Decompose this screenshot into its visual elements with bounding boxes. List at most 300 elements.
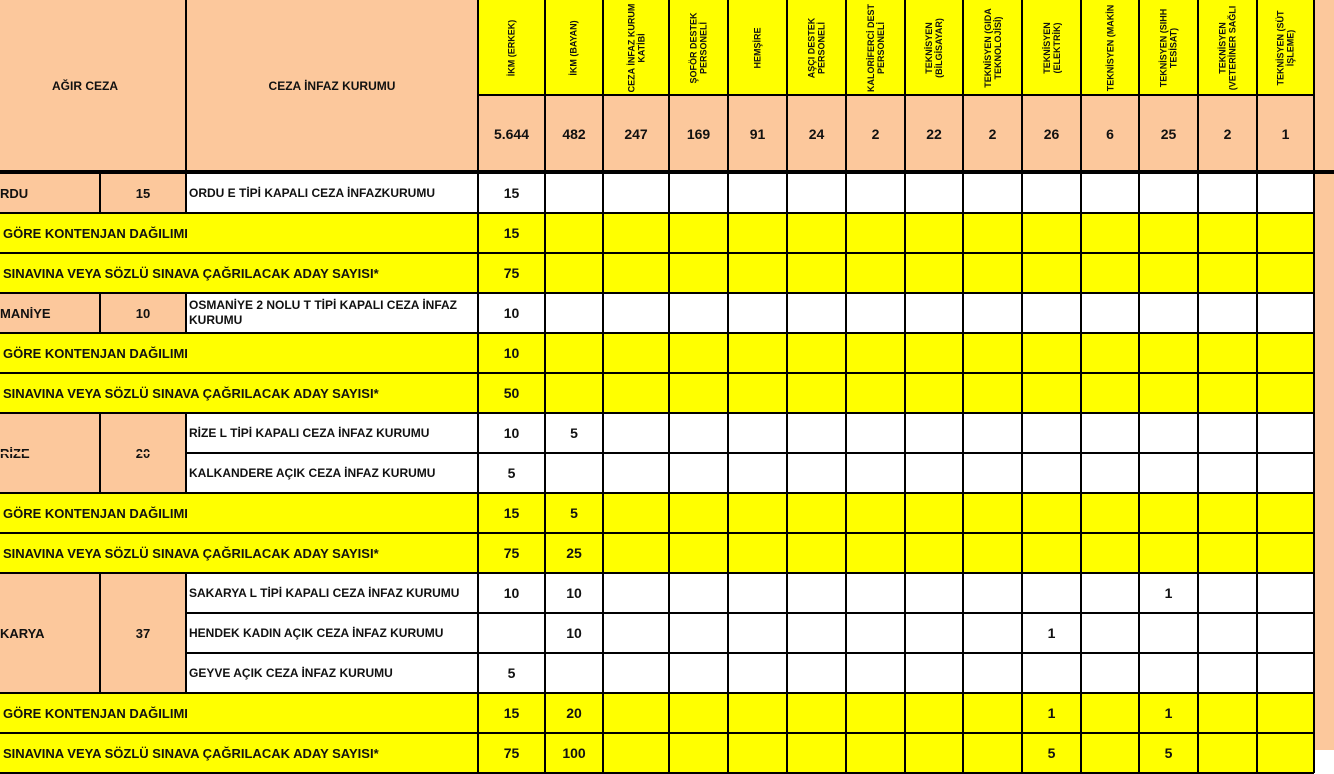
value-cell[interactable] bbox=[1139, 493, 1198, 533]
value-cell[interactable] bbox=[603, 573, 669, 613]
value-cell[interactable] bbox=[728, 173, 787, 213]
column-header-label: TEKNİSYEN (SIHH TESİSAT) bbox=[1158, 8, 1179, 87]
value-cell[interactable] bbox=[787, 253, 846, 293]
value-cell[interactable] bbox=[963, 173, 1022, 213]
value-cell[interactable] bbox=[1081, 333, 1139, 373]
value-cell[interactable] bbox=[669, 493, 728, 533]
value-cell[interactable] bbox=[1198, 213, 1257, 253]
value-cell[interactable] bbox=[1198, 693, 1257, 733]
value-cell[interactable] bbox=[1139, 213, 1198, 253]
value-cell[interactable] bbox=[787, 533, 846, 573]
value-cell[interactable] bbox=[1081, 653, 1139, 693]
value-cell[interactable] bbox=[478, 413, 545, 453]
value-cell[interactable] bbox=[1257, 253, 1314, 293]
grid-line bbox=[1021, 373, 1023, 413]
value-cell[interactable] bbox=[478, 213, 545, 253]
grid-line bbox=[845, 173, 847, 213]
grid-line bbox=[727, 173, 729, 213]
value-cell[interactable] bbox=[669, 293, 728, 333]
value-cell[interactable] bbox=[846, 453, 905, 493]
value-cell[interactable] bbox=[1257, 613, 1314, 653]
value-cell[interactable] bbox=[963, 613, 1022, 653]
value-cell[interactable] bbox=[905, 333, 963, 373]
value-cell[interactable] bbox=[1022, 453, 1081, 493]
grid-line bbox=[477, 493, 479, 533]
grid-line bbox=[1313, 0, 1315, 172]
column-header-label: İKM (ERKEK) bbox=[506, 19, 517, 76]
value-cell[interactable] bbox=[846, 373, 905, 413]
column-total bbox=[787, 95, 846, 172]
value-cell[interactable] bbox=[545, 333, 603, 373]
value-cell[interactable] bbox=[603, 213, 669, 253]
value-cell[interactable] bbox=[846, 493, 905, 533]
value-cell[interactable] bbox=[905, 613, 963, 653]
institution-name bbox=[186, 453, 478, 493]
value-cell[interactable] bbox=[728, 613, 787, 653]
grid-line bbox=[786, 733, 788, 773]
value-cell[interactable] bbox=[1022, 493, 1081, 533]
value-cell[interactable] bbox=[669, 173, 728, 213]
grid-line bbox=[0, 732, 1314, 734]
value-cell[interactable] bbox=[728, 573, 787, 613]
value-cell[interactable] bbox=[478, 733, 545, 773]
value-cell[interactable] bbox=[846, 653, 905, 693]
grid-line bbox=[1138, 333, 1140, 373]
city-name: RDU bbox=[0, 185, 29, 201]
grid-line bbox=[1313, 373, 1315, 413]
summary-label-text: GÖRE KONTENJAN DAĞILIMI bbox=[3, 505, 188, 521]
value-cell[interactable] bbox=[603, 533, 669, 573]
value-cell[interactable] bbox=[1022, 733, 1081, 773]
value-cell[interactable] bbox=[603, 253, 669, 293]
institution-name bbox=[186, 413, 478, 453]
value-cell[interactable] bbox=[963, 413, 1022, 453]
grid-line bbox=[1080, 373, 1082, 413]
value-cell[interactable] bbox=[728, 733, 787, 773]
value-cell[interactable] bbox=[1139, 293, 1198, 333]
value-cell[interactable] bbox=[478, 693, 545, 733]
value-cell[interactable] bbox=[787, 413, 846, 453]
value-cell[interactable] bbox=[963, 333, 1022, 373]
value-cell[interactable] bbox=[603, 453, 669, 493]
value-cell[interactable] bbox=[603, 613, 669, 653]
value-cell[interactable] bbox=[478, 333, 545, 373]
value-cell[interactable] bbox=[545, 693, 603, 733]
grid-line bbox=[904, 333, 906, 373]
value-cell[interactable] bbox=[1022, 293, 1081, 333]
value-cell[interactable] bbox=[669, 453, 728, 493]
value-cell[interactable] bbox=[478, 453, 545, 493]
value-cell[interactable] bbox=[728, 493, 787, 533]
value-cell[interactable] bbox=[545, 413, 603, 453]
value-cell[interactable] bbox=[669, 573, 728, 613]
value-cell[interactable] bbox=[1257, 573, 1314, 613]
value-cell[interactable] bbox=[905, 373, 963, 413]
value-cell[interactable] bbox=[478, 573, 545, 613]
value-cell[interactable] bbox=[905, 413, 963, 453]
value-cell[interactable] bbox=[1257, 693, 1314, 733]
grid-line bbox=[786, 693, 788, 733]
value-cell[interactable] bbox=[1257, 213, 1314, 253]
value-cell[interactable] bbox=[963, 373, 1022, 413]
value-cell[interactable] bbox=[1022, 173, 1081, 213]
value-cell[interactable] bbox=[963, 493, 1022, 533]
city-name: MANİYE bbox=[0, 305, 51, 321]
value-cell[interactable] bbox=[1139, 413, 1198, 453]
value-cell[interactable] bbox=[1198, 293, 1257, 333]
grid-line bbox=[1080, 253, 1082, 293]
institution-name-text: KALKANDERE AÇIK CEZA İNFAZ KURUMU bbox=[189, 465, 436, 480]
value-cell[interactable] bbox=[1139, 613, 1198, 653]
value-cell[interactable] bbox=[669, 413, 728, 453]
merge-mask bbox=[101, 452, 185, 454]
value-cell[interactable] bbox=[478, 613, 545, 653]
value-cell[interactable] bbox=[669, 653, 728, 693]
grid-line bbox=[962, 493, 964, 533]
value-cell[interactable] bbox=[1198, 733, 1257, 773]
grid-line bbox=[602, 293, 604, 333]
value-cell[interactable] bbox=[787, 453, 846, 493]
value-cell[interactable] bbox=[545, 573, 603, 613]
value-cell[interactable] bbox=[1022, 213, 1081, 253]
value-cell[interactable] bbox=[846, 333, 905, 373]
value-cell[interactable] bbox=[905, 493, 963, 533]
value-cell[interactable] bbox=[669, 253, 728, 293]
value-cell[interactable] bbox=[1139, 333, 1198, 373]
value-cell[interactable] bbox=[478, 253, 545, 293]
value-cell[interactable] bbox=[1257, 653, 1314, 693]
value-cell[interactable] bbox=[1022, 693, 1081, 733]
value-cell[interactable] bbox=[787, 693, 846, 733]
value-cell[interactable] bbox=[1257, 173, 1314, 213]
grid-line bbox=[602, 173, 604, 213]
grid-line bbox=[1256, 0, 1258, 172]
value-cell[interactable] bbox=[669, 213, 728, 253]
grid-line bbox=[668, 653, 670, 693]
value-cell[interactable] bbox=[1257, 733, 1314, 773]
value-cell[interactable] bbox=[603, 733, 669, 773]
grid-line bbox=[477, 413, 479, 453]
value-cell[interactable] bbox=[1081, 413, 1139, 453]
column-header bbox=[1198, 0, 1257, 95]
value-cell[interactable] bbox=[1139, 373, 1198, 413]
value-cell[interactable] bbox=[1022, 253, 1081, 293]
value-cell[interactable] bbox=[728, 213, 787, 253]
value-cell[interactable] bbox=[1139, 533, 1198, 573]
value-cell[interactable] bbox=[1081, 213, 1139, 253]
grid-line bbox=[668, 453, 670, 493]
value-cell[interactable] bbox=[1198, 493, 1257, 533]
value-cell[interactable] bbox=[1198, 533, 1257, 573]
city-quota-value: 10 bbox=[135, 305, 151, 321]
value-cell[interactable] bbox=[478, 533, 545, 573]
grid-line bbox=[1021, 453, 1023, 493]
value-cell[interactable] bbox=[478, 293, 545, 333]
value-cell[interactable] bbox=[603, 293, 669, 333]
value-cell-text: 15 bbox=[503, 505, 520, 521]
column-total-value: 2 bbox=[988, 125, 997, 142]
value-cell[interactable] bbox=[1198, 613, 1257, 653]
value-cell[interactable] bbox=[545, 533, 603, 573]
value-cell[interactable] bbox=[1139, 253, 1198, 293]
value-cell[interactable] bbox=[728, 373, 787, 413]
grid-line bbox=[845, 373, 847, 413]
value-cell[interactable] bbox=[846, 213, 905, 253]
grid-line bbox=[904, 453, 906, 493]
value-cell[interactable] bbox=[545, 653, 603, 693]
grid-line bbox=[904, 173, 906, 213]
value-cell[interactable] bbox=[545, 613, 603, 653]
grid-line bbox=[904, 413, 906, 453]
value-cell[interactable] bbox=[1257, 373, 1314, 413]
value-cell[interactable] bbox=[1198, 253, 1257, 293]
value-cell[interactable] bbox=[846, 573, 905, 613]
value-cell[interactable] bbox=[545, 253, 603, 293]
grid-line bbox=[1080, 293, 1082, 333]
column-header bbox=[728, 0, 787, 95]
value-cell[interactable] bbox=[478, 493, 545, 533]
value-cell[interactable] bbox=[787, 333, 846, 373]
value-cell[interactable] bbox=[1257, 293, 1314, 333]
value-cell[interactable] bbox=[545, 213, 603, 253]
value-cell[interactable] bbox=[787, 373, 846, 413]
column-total-value: 6 bbox=[1106, 125, 1114, 142]
value-cell[interactable] bbox=[1198, 173, 1257, 213]
value-cell[interactable] bbox=[846, 293, 905, 333]
grid-line bbox=[1256, 573, 1258, 613]
value-cell[interactable] bbox=[787, 293, 846, 333]
value-cell[interactable] bbox=[1081, 453, 1139, 493]
grid-line bbox=[1021, 0, 1023, 172]
column-total bbox=[728, 95, 787, 172]
grid-line bbox=[962, 453, 964, 493]
grid-line bbox=[1197, 173, 1199, 213]
value-cell[interactable] bbox=[963, 653, 1022, 693]
grid-line bbox=[1313, 213, 1315, 253]
grid-line bbox=[786, 293, 788, 333]
value-cell[interactable] bbox=[1081, 493, 1139, 533]
value-cell[interactable] bbox=[905, 453, 963, 493]
value-cell[interactable] bbox=[1022, 573, 1081, 613]
grid-line bbox=[962, 573, 964, 613]
value-cell[interactable] bbox=[603, 373, 669, 413]
grid-line bbox=[1080, 693, 1082, 733]
column-header bbox=[478, 0, 545, 95]
value-cell[interactable] bbox=[963, 533, 1022, 573]
column-total bbox=[846, 95, 905, 172]
value-cell[interactable] bbox=[728, 453, 787, 493]
grid-line bbox=[962, 0, 964, 172]
grid-line bbox=[1138, 733, 1140, 773]
value-cell[interactable] bbox=[846, 413, 905, 453]
value-cell[interactable] bbox=[963, 253, 1022, 293]
value-cell[interactable] bbox=[669, 693, 728, 733]
grid-line bbox=[477, 653, 479, 693]
grid-line bbox=[668, 693, 670, 733]
value-cell[interactable] bbox=[1022, 613, 1081, 653]
value-cell[interactable] bbox=[963, 453, 1022, 493]
grid-line bbox=[477, 613, 479, 653]
value-cell[interactable] bbox=[905, 533, 963, 573]
grid-line bbox=[1313, 173, 1315, 213]
grid-line bbox=[477, 253, 479, 293]
value-cell[interactable] bbox=[669, 733, 728, 773]
value-cell[interactable] bbox=[905, 213, 963, 253]
grid-line bbox=[185, 453, 187, 493]
value-cell[interactable] bbox=[905, 173, 963, 213]
summary-label bbox=[0, 533, 478, 573]
value-cell[interactable] bbox=[478, 173, 545, 213]
value-cell[interactable] bbox=[669, 533, 728, 573]
value-cell[interactable] bbox=[1139, 453, 1198, 493]
value-cell[interactable] bbox=[1139, 173, 1198, 213]
value-cell[interactable] bbox=[1081, 733, 1139, 773]
value-cell[interactable] bbox=[1081, 373, 1139, 413]
value-cell[interactable] bbox=[846, 173, 905, 213]
value-cell[interactable] bbox=[905, 693, 963, 733]
value-cell[interactable] bbox=[478, 653, 545, 693]
value-cell[interactable] bbox=[545, 293, 603, 333]
value-cell[interactable] bbox=[1081, 293, 1139, 333]
value-cell[interactable] bbox=[1257, 493, 1314, 533]
value-cell[interactable] bbox=[1081, 613, 1139, 653]
value-cell[interactable] bbox=[787, 653, 846, 693]
value-cell[interactable] bbox=[1022, 533, 1081, 573]
grid-line bbox=[544, 733, 546, 773]
value-cell[interactable] bbox=[728, 533, 787, 573]
value-cell[interactable] bbox=[963, 693, 1022, 733]
value-cell[interactable] bbox=[787, 573, 846, 613]
value-cell[interactable] bbox=[728, 693, 787, 733]
value-cell[interactable] bbox=[545, 173, 603, 213]
value-cell[interactable] bbox=[905, 733, 963, 773]
value-cell[interactable] bbox=[603, 693, 669, 733]
grid-line bbox=[1197, 253, 1199, 293]
grid-line bbox=[904, 0, 906, 172]
value-cell[interactable] bbox=[545, 453, 603, 493]
value-cell[interactable] bbox=[728, 253, 787, 293]
grid-line bbox=[727, 253, 729, 293]
value-cell[interactable] bbox=[603, 653, 669, 693]
value-cell[interactable] bbox=[1257, 453, 1314, 493]
value-cell[interactable] bbox=[603, 413, 669, 453]
value-cell[interactable] bbox=[846, 613, 905, 653]
value-cell[interactable] bbox=[1198, 453, 1257, 493]
value-cell[interactable] bbox=[846, 533, 905, 573]
value-cell[interactable] bbox=[1257, 333, 1314, 373]
value-cell[interactable] bbox=[963, 293, 1022, 333]
value-cell[interactable] bbox=[905, 653, 963, 693]
value-cell[interactable] bbox=[787, 733, 846, 773]
grid-line bbox=[99, 173, 101, 213]
value-cell[interactable] bbox=[1257, 413, 1314, 453]
column-header-label: TEKNİSYEN (ELEKTRİK) bbox=[1041, 21, 1062, 74]
grid-line bbox=[1197, 333, 1199, 373]
value-cell[interactable] bbox=[1257, 533, 1314, 573]
value-cell[interactable] bbox=[1022, 413, 1081, 453]
grid-line bbox=[1197, 413, 1199, 453]
grid-line bbox=[477, 213, 479, 253]
value-cell[interactable] bbox=[545, 373, 603, 413]
value-cell[interactable] bbox=[963, 213, 1022, 253]
value-cell[interactable] bbox=[1022, 653, 1081, 693]
value-cell[interactable] bbox=[963, 733, 1022, 773]
column-total bbox=[478, 95, 545, 172]
column-header-label: ŞOFÖR DESTEK PERSONELİ bbox=[688, 11, 709, 84]
value-cell[interactable] bbox=[728, 293, 787, 333]
grid-line bbox=[1256, 613, 1258, 653]
value-cell[interactable] bbox=[846, 733, 905, 773]
value-cell[interactable] bbox=[478, 373, 545, 413]
grid-line bbox=[786, 493, 788, 533]
grid-line bbox=[904, 533, 906, 573]
summary-label bbox=[0, 373, 478, 413]
value-cell[interactable] bbox=[905, 573, 963, 613]
value-cell[interactable] bbox=[603, 173, 669, 213]
grid-line bbox=[1256, 453, 1258, 493]
value-cell[interactable] bbox=[728, 333, 787, 373]
value-cell[interactable] bbox=[1022, 373, 1081, 413]
value-cell[interactable] bbox=[846, 693, 905, 733]
value-cell-text: 5 bbox=[570, 505, 578, 521]
value-cell[interactable] bbox=[905, 293, 963, 333]
value-cell[interactable] bbox=[1081, 693, 1139, 733]
value-cell[interactable] bbox=[1022, 333, 1081, 373]
value-cell[interactable] bbox=[787, 173, 846, 213]
value-cell[interactable] bbox=[1081, 253, 1139, 293]
value-cell[interactable] bbox=[1198, 653, 1257, 693]
value-cell-text: 50 bbox=[503, 385, 520, 401]
value-cell[interactable] bbox=[1139, 573, 1198, 613]
value-cell[interactable] bbox=[963, 573, 1022, 613]
value-cell-text: 15 bbox=[503, 185, 520, 201]
grid-line bbox=[962, 253, 964, 293]
value-cell[interactable] bbox=[787, 613, 846, 653]
value-cell[interactable] bbox=[787, 493, 846, 533]
value-cell[interactable] bbox=[1139, 733, 1198, 773]
value-cell[interactable] bbox=[787, 213, 846, 253]
value-cell[interactable] bbox=[545, 733, 603, 773]
value-cell[interactable] bbox=[1139, 653, 1198, 693]
value-cell[interactable] bbox=[1081, 173, 1139, 213]
value-cell[interactable] bbox=[846, 253, 905, 293]
grid-line bbox=[1197, 573, 1199, 613]
grid-line bbox=[962, 173, 964, 213]
value-cell[interactable] bbox=[1198, 573, 1257, 613]
grid-line bbox=[962, 373, 964, 413]
value-cell[interactable] bbox=[905, 253, 963, 293]
value-cell[interactable] bbox=[545, 493, 603, 533]
value-cell[interactable] bbox=[603, 333, 669, 373]
value-cell[interactable] bbox=[1081, 573, 1139, 613]
value-cell[interactable] bbox=[669, 373, 728, 413]
value-cell[interactable] bbox=[1198, 333, 1257, 373]
value-cell[interactable] bbox=[1139, 693, 1198, 733]
value-cell[interactable] bbox=[728, 413, 787, 453]
value-cell[interactable] bbox=[1198, 413, 1257, 453]
grid-line bbox=[845, 533, 847, 573]
value-cell[interactable] bbox=[728, 653, 787, 693]
value-cell[interactable] bbox=[1081, 533, 1139, 573]
value-cell[interactable] bbox=[669, 613, 728, 653]
value-cell[interactable] bbox=[603, 493, 669, 533]
value-cell[interactable] bbox=[669, 333, 728, 373]
column-total-value: 25 bbox=[1160, 125, 1177, 142]
grid-line bbox=[1313, 573, 1315, 613]
value-cell[interactable] bbox=[1198, 373, 1257, 413]
merge-mask bbox=[101, 612, 185, 614]
column-total bbox=[603, 95, 669, 172]
